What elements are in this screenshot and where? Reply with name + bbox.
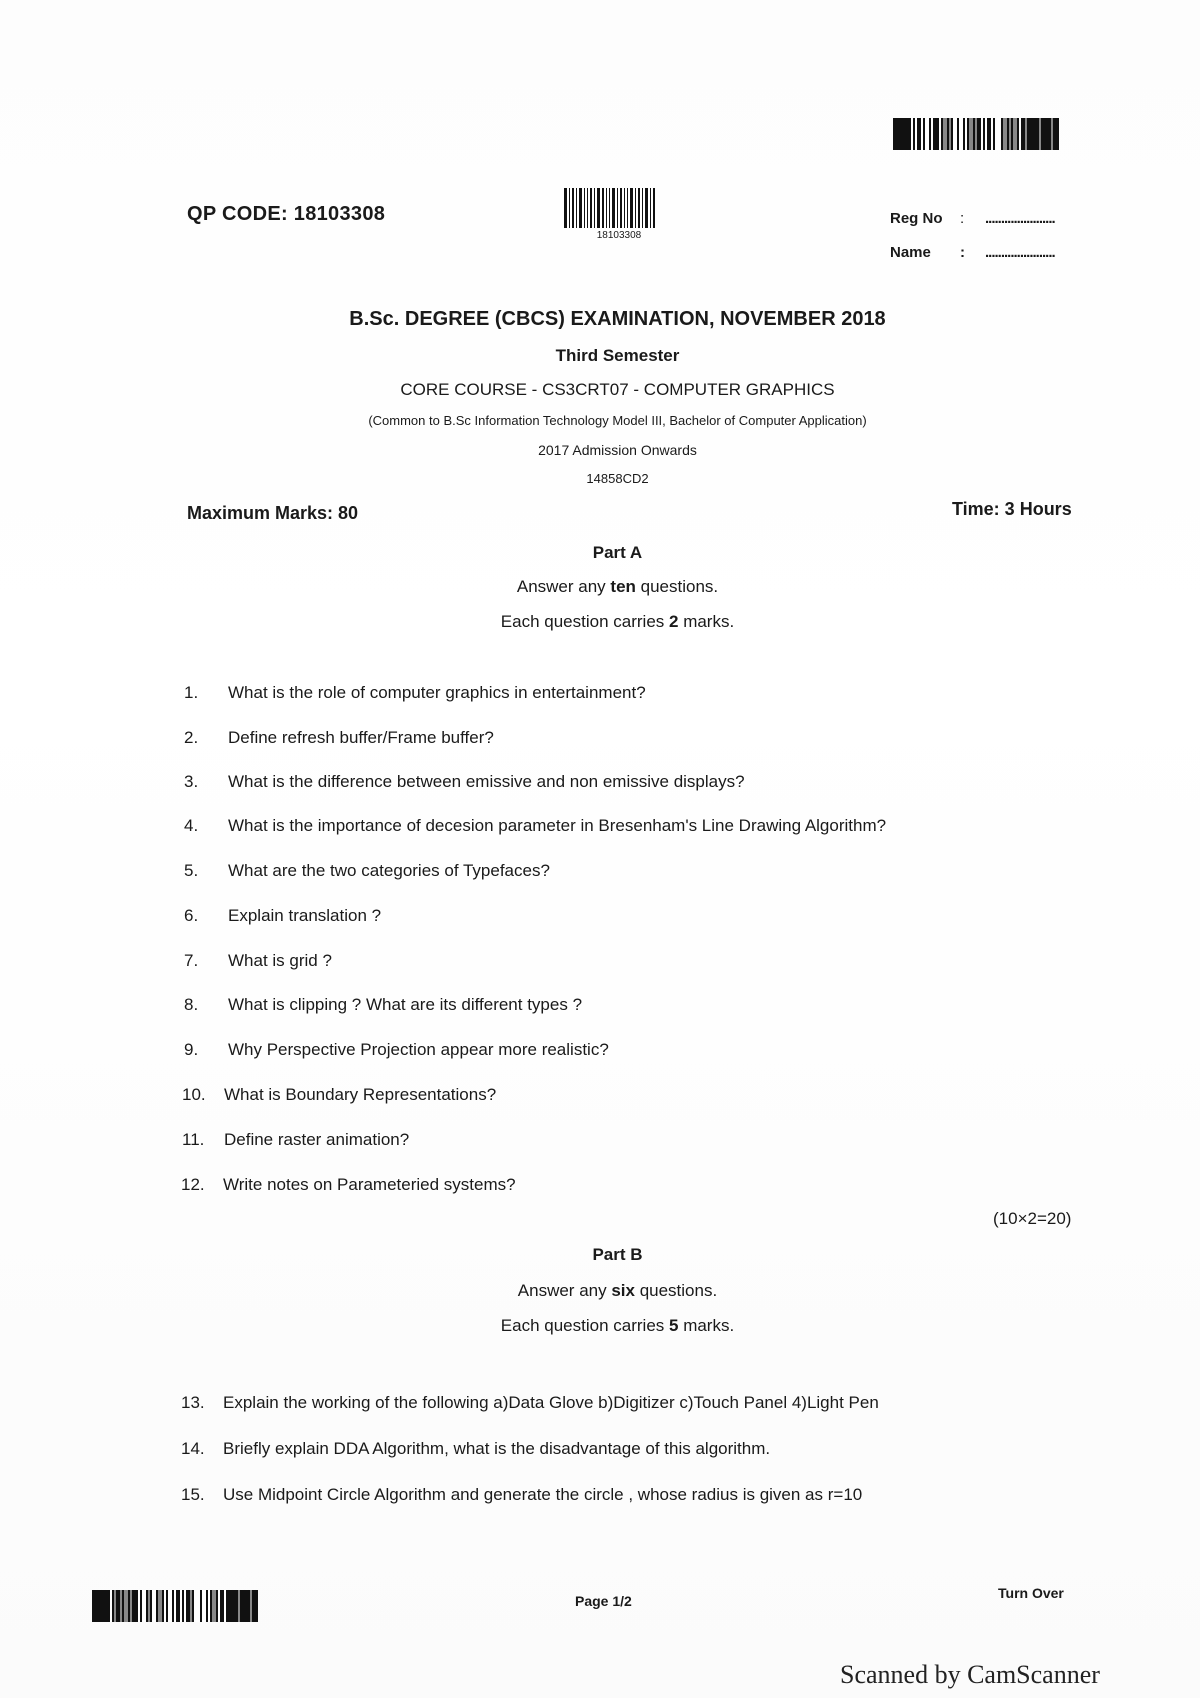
question-text: What is Boundary Representations? xyxy=(224,1085,497,1104)
page-number: Page 1/2 xyxy=(575,1593,632,1609)
question-text: Why Perspective Projection appear more realistic? xyxy=(228,1040,609,1059)
barcode-bar xyxy=(893,118,901,150)
barcode-bar xyxy=(579,188,582,228)
name-label: Name xyxy=(890,244,931,261)
paper-code: 14858CD2 xyxy=(586,471,649,486)
question-text: What is the importance of decesion parameter in Bresenham's Line Drawing Algorithm? xyxy=(228,816,887,835)
question-text: Define raster animation? xyxy=(224,1130,410,1149)
part-b-title: Part B xyxy=(592,1245,643,1264)
barcode-bar xyxy=(617,188,618,228)
exam-title: B.Sc. DEGREE (CBCS) EXAMINATION, NOVEMBER 2018 xyxy=(349,308,886,330)
barcode-bar xyxy=(624,188,625,228)
barcode-bar xyxy=(590,188,592,228)
center-barcode xyxy=(564,188,674,228)
barcode-bar xyxy=(642,188,643,228)
question-text: What are the two categories of Typefaces? xyxy=(228,861,550,880)
barcode-bar xyxy=(252,1590,258,1622)
barcode-bar xyxy=(572,188,574,228)
barcode-bar xyxy=(606,188,607,228)
question-number: 3. xyxy=(184,772,199,791)
part-a-instruction: Answer any ten questions. xyxy=(516,577,719,596)
question-text: Explain the working of the following a)Data Glove b)Digitizer c)Touch Panel 4)Light Pen xyxy=(223,1393,879,1412)
question-text: Explain translation ? xyxy=(228,906,382,925)
part-a-marks-note: Each question carries 2 marks. xyxy=(500,612,735,631)
question-number: 1. xyxy=(184,683,199,702)
question-text: Define refresh buffer/Frame buffer? xyxy=(228,728,494,747)
barcode-bar xyxy=(564,188,567,228)
question-number: 5. xyxy=(184,861,199,880)
barcode-bar xyxy=(612,188,615,228)
question-number: 2. xyxy=(184,728,199,747)
name-colon: : xyxy=(960,244,965,261)
reg-no-label: Reg No xyxy=(890,210,943,227)
question-number: 14. xyxy=(181,1439,205,1458)
barcode-bar xyxy=(576,188,577,228)
question-number: 7. xyxy=(184,951,199,970)
question-text: Write notes on Parameteried systems? xyxy=(223,1175,516,1194)
barcode-bar xyxy=(635,188,636,228)
question-number: 8. xyxy=(184,995,199,1014)
part-a-title: Part A xyxy=(592,543,643,562)
question-number: 12. xyxy=(181,1175,205,1194)
barcode-bar xyxy=(638,188,640,228)
question-text: What is clipping ? What are its different types ? xyxy=(228,995,583,1014)
part-b-instruction: Answer any six questions. xyxy=(517,1281,718,1300)
exam-time: Time: 3 Hours xyxy=(952,499,1072,519)
question-number: 10. xyxy=(182,1085,206,1104)
part-b-marks-note: Each question carries 5 marks. xyxy=(500,1316,735,1335)
question-text: What is the role of computer graphics in entertainment? xyxy=(228,683,646,702)
admission-note: 2017 Admission Onwards xyxy=(538,442,697,458)
barcode-bar xyxy=(594,188,595,228)
barcode-bar xyxy=(569,188,570,228)
bottom-left-barcode xyxy=(92,1590,276,1622)
barcode-bar xyxy=(1053,118,1059,150)
qp-code: QP CODE: 18103308 xyxy=(187,203,386,225)
question-text: Use Midpoint Circle Algorithm and generate the circle , whose radius is given as r=10 xyxy=(223,1485,863,1504)
name-field: ...................... xyxy=(985,244,1055,261)
course-name: CORE COURSE - CS3CRT07 - COMPUTER GRAPHICS xyxy=(400,380,835,399)
question-text: What is the difference between emissive and non emissive displays? xyxy=(228,772,745,791)
semester: Third Semester xyxy=(555,346,680,365)
question-number: 6. xyxy=(184,906,199,925)
barcode-bar xyxy=(587,188,588,228)
turn-over: Turn Over xyxy=(998,1585,1064,1601)
barcode-bar xyxy=(650,188,651,228)
barcode-bar xyxy=(653,188,655,228)
barcode-bar xyxy=(597,188,600,228)
barcode-bar xyxy=(226,1590,234,1622)
question-text: Briefly explain DDA Algorithm, what is the disadvantage of this algorithm. xyxy=(223,1439,771,1458)
maximum-marks: Maximum Marks: 80 xyxy=(187,503,359,523)
question-number: 15. xyxy=(181,1485,205,1504)
barcode-bar xyxy=(620,188,622,228)
common-note: (Common to B.Sc Information Technology Model III, Bachelor of Computer Application) xyxy=(368,413,867,428)
barcode-bar xyxy=(609,188,610,228)
question-number: 11. xyxy=(182,1130,205,1149)
barcode-bar xyxy=(630,188,633,228)
barcode-bar xyxy=(645,188,648,228)
question-number: 13. xyxy=(181,1393,205,1412)
reg-no-field: ...................... xyxy=(985,210,1055,227)
barcode-bar xyxy=(584,188,585,228)
barcode-bar xyxy=(1027,118,1035,150)
barcode-number: 18103308 xyxy=(596,230,642,241)
reg-no-colon: : xyxy=(960,210,965,227)
question-number: 4. xyxy=(184,816,199,835)
top-right-barcode xyxy=(893,118,1077,150)
part-a-marks: (10×2=20) xyxy=(993,1209,1072,1228)
barcode-bar xyxy=(92,1590,100,1622)
question-number: 9. xyxy=(184,1040,199,1059)
question-text: What is grid ? xyxy=(228,951,332,970)
scanner-watermark: Scanned by CamScanner xyxy=(840,1660,1100,1689)
barcode-bar xyxy=(602,188,604,228)
barcode-bar xyxy=(627,188,628,228)
